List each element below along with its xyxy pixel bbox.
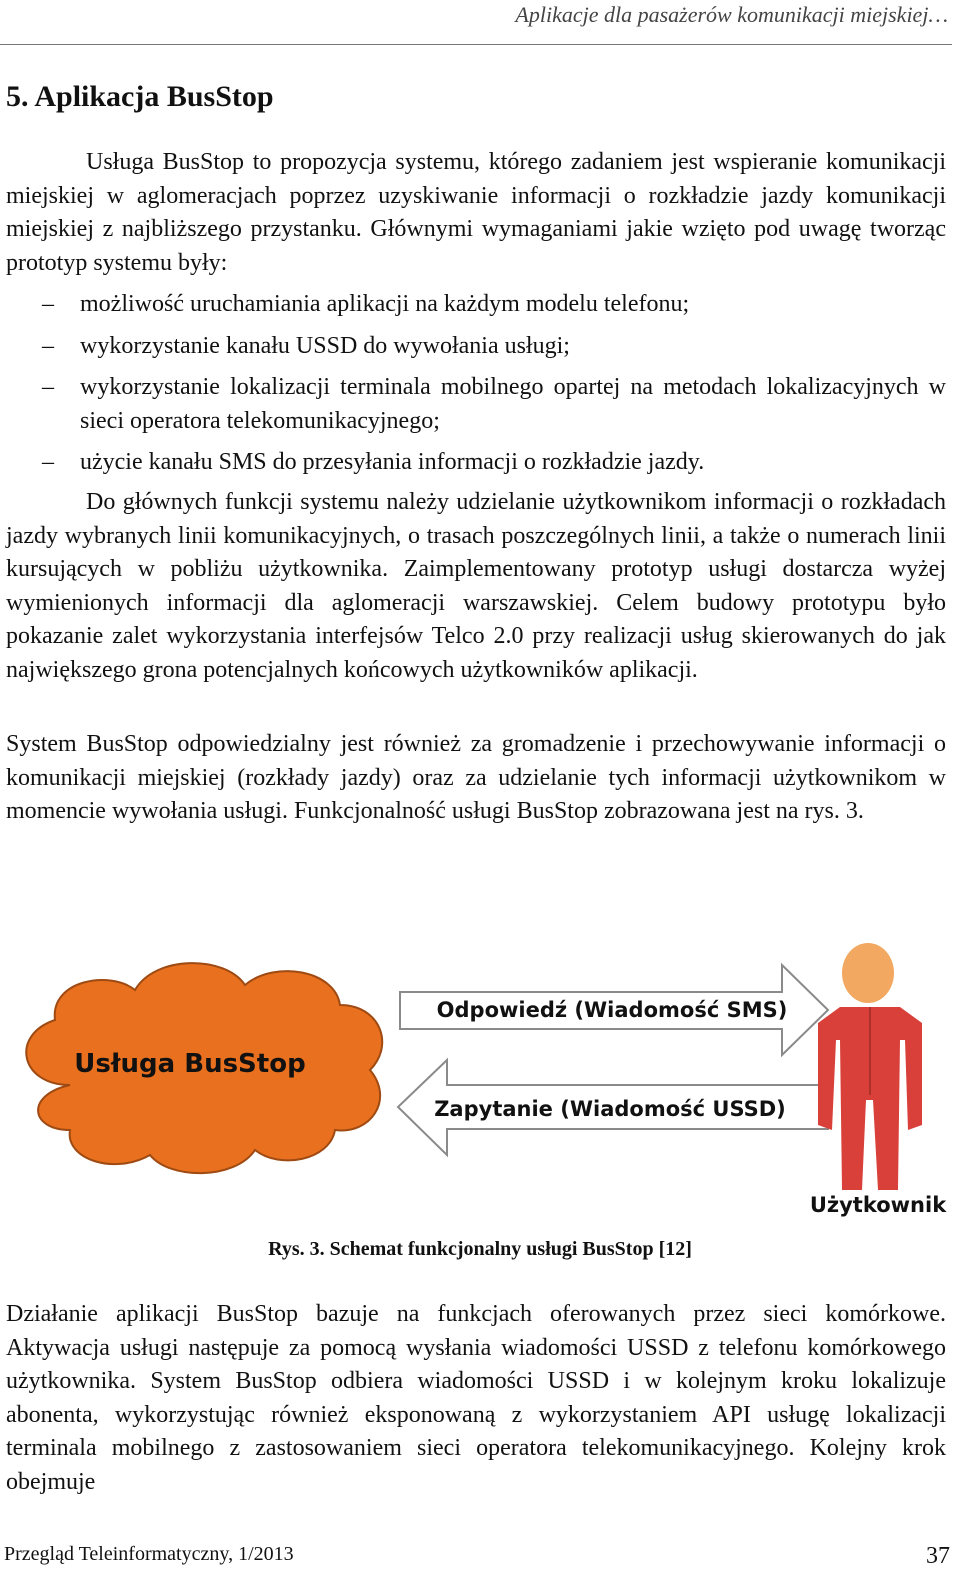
user-label: Użytkownik — [809, 1193, 947, 1217]
response-label: Odpowiedź (Wiadomość SMS) — [436, 998, 788, 1022]
list-item: – możliwość uruchamiania aplikacji na każdym modelu telefonu; — [42, 291, 690, 317]
requirements-list — [6, 288, 946, 488]
list-item: – użycie kanału SMS do przesyłania informacji o rozkładzie jazdy. — [42, 449, 705, 475]
paragraph-operation: Działanie aplikacji BusStop bazuje na funkcjach oferowanych przez sieci komórkowe. Aktywacja usługi następuje za pomocą wysłania wiadomości USSD z telefonu komórkowego użytkownika. System BusStop odbiera wiadomości USSD i w kolejnym kroku lokalizuje abonenta, wykorzystując również eksponowaną z wykorzystaniem API usługę lokalizacji terminala mobilnego z zastosowaniem sieci operatora telekomunikacyjnego. Kolejny krok obejmuje — [6, 1301, 946, 1495]
user-figure-icon — [818, 943, 922, 1190]
list-item: – wykorzystanie lokalizacji terminala mobilnego opartej na metodach lokalizacyjnych w sieci operatora telekomunikacyjnego; — [42, 374, 946, 434]
paragraph-system: System BusStop odpowiedzialny jest również za gromadzenie i przechowywanie informacji o komunikacji miejskiej (rozkłady jazdy) oraz za udzielanie tych informacji użytkownikom w momencie wywołania usługi. Funkcjonalność usługi BusStop zobrazowana jest na rys. 3. — [6, 731, 946, 824]
page-number: 37 — [926, 1543, 950, 1569]
section-heading: 5. Aplikacja BusStop — [6, 80, 274, 113]
list-item: – wykorzystanie kanału USSD do wywołania usługi; — [42, 332, 570, 359]
request-arrow — [398, 1060, 828, 1155]
service-cloud — [26, 963, 382, 1173]
paragraph-functions: Do głównych funkcji systemu należy udzielanie użytkownikom informacji o rozkładach jazdy wybranych linii komunikacyjnych, o trasach poszczególnych linii, a także o numerach linii kursujących w pobliżu użytkownika. Zaimplementowany prototyp usługi dostarcza wyżej wymienionych informacji dla aglomeracji warszawskiej. Celem budowy prototypu było pokazanie zalet wykorzystania interfejsów Telco 2.0 przy realizacji usług skierowanych do jak największego grona potencjalnych końcowych użytkowników aplikacji. — [6, 489, 946, 683]
figure-caption: Rys. 3. Schemat funkcjonalny usługi BusStop [12] — [268, 1238, 692, 1260]
footer-journal: Przegląd Teleinformatyczny, 1/2013 — [4, 1543, 294, 1565]
paragraph-intro: Usługa BusStop to propozycja systemu, którego zadaniem jest wspieranie komunikacji miejskiej w aglomeracjach poprzez uzyskiwanie informacji o rozkładzie jazdy komunikacji miejskiej z najbliższego przystanku. Głównymi wymaganiami jakie wzięto pod uwagę tworząc prototyp systemu były: — [6, 149, 946, 276]
busstop-diagram — [0, 935, 960, 1225]
request-label: Zapytanie (Wiadomość USSD) — [434, 1097, 786, 1121]
response-arrow — [400, 965, 828, 1055]
running-header: Aplikacje dla pasażerów komunikacji miejskiej… — [515, 2, 948, 27]
header-rule — [0, 44, 952, 45]
cloud-label: Usługa BusStop — [74, 1049, 306, 1079]
